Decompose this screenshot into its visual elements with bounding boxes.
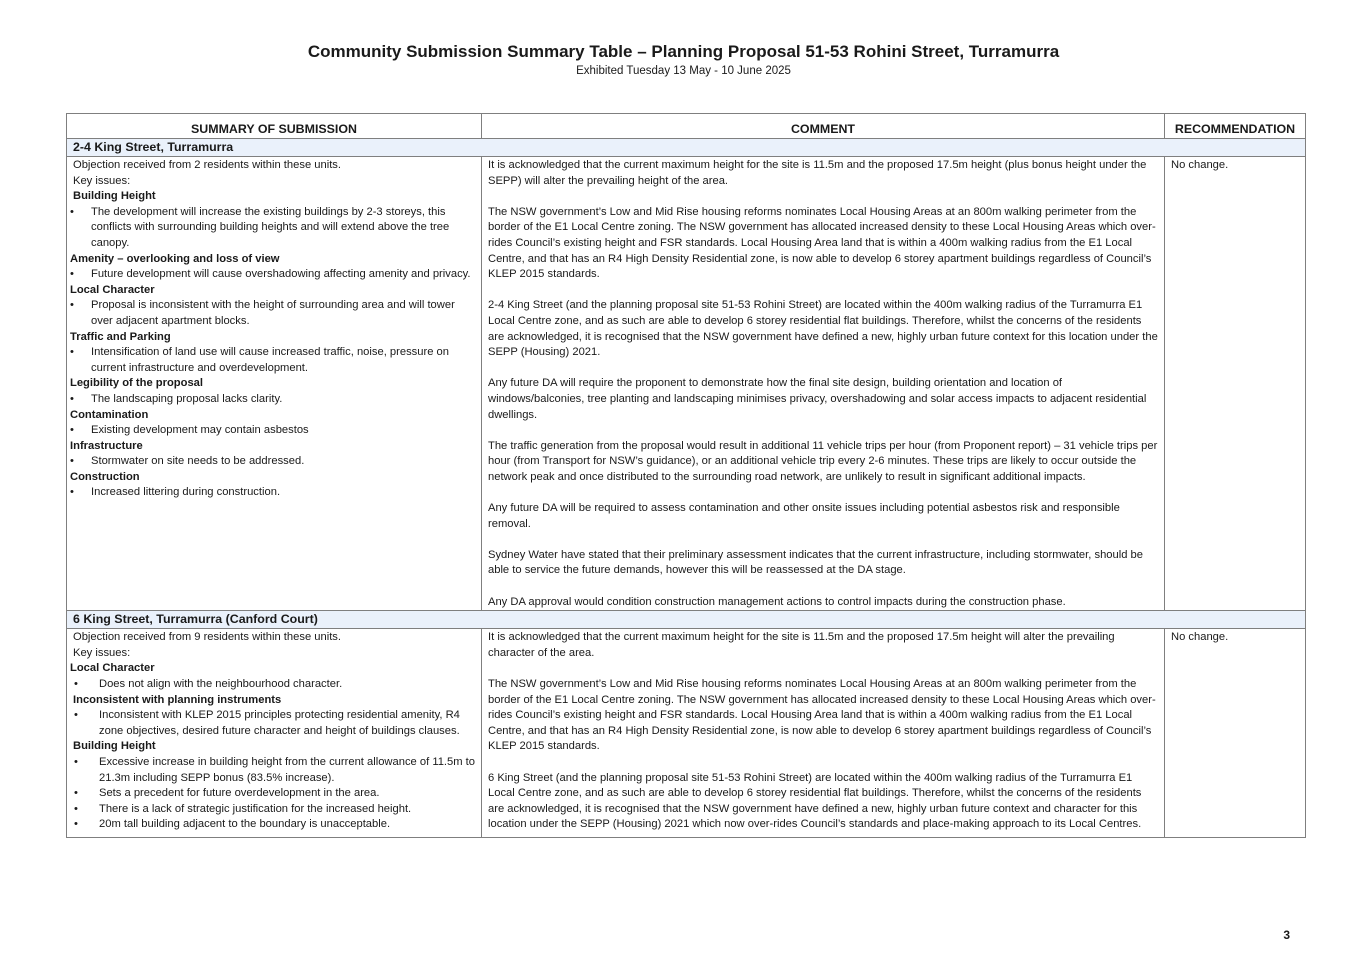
comment-paragraph: It is acknowledged that the current maximum height for the site is 11.5m and the proposed 17.5m height (plus bonus height under the SEPP) will alter the prevailing height of the area. <box>488 159 1147 187</box>
page-number: 3 <box>1283 928 1290 942</box>
comment-cell <box>482 157 1165 611</box>
column-header-comment: COMMENT <box>482 114 1165 139</box>
issue-point: • Excessive increase in building height from the current allowance of 11.5m to 21.3m including SEPP bonus (83.5% increase). <box>70 755 475 786</box>
summary-cell <box>67 629 482 838</box>
comment-paragraph: 2-4 King Street (and the planning proposal site 51-53 Rohini Street) are located within the 400m walking radius of the Turramurra E1 Local Centre zone, and as such are able to develop 6 storey residential flat buildings. Therefore, whilst the concerns of the residents are acknowledged, it is recognised that the NSW government have defined a new, highly urban future context for this location under the SEPP (Housing) 2021. <box>488 299 1158 359</box>
recommendation-cell: No change. <box>1165 157 1306 611</box>
section-title: 2-4 King Street, Turramurra <box>67 139 1306 157</box>
page-title: Community Submission Summary Table – Planning Proposal 51-53 Rohini Street, Turramurra <box>307 42 1060 61</box>
issue-point: • Future development will cause overshadowing affecting amenity and privacy. <box>70 267 475 283</box>
issue-heading: Traffic and Parking <box>70 330 171 343</box>
issue-point: • 20m tall building adjacent to the boundary is unacceptable. <box>70 817 475 833</box>
issue-list <box>70 205 475 252</box>
comment-paragraph: It is acknowledged that the current maximum height for the site is 11.5m and the proposed 17.5m height will alter the prevailing character of the area. <box>488 631 1115 659</box>
key-issues-label: Key issues: <box>73 646 131 659</box>
issue-heading: Construction <box>70 470 140 483</box>
issue-list <box>70 485 475 501</box>
submission-intro: Objection received from 9 residents within these units. <box>73 631 342 644</box>
submission-summary-table <box>66 113 1306 838</box>
comment-cell <box>482 629 1165 838</box>
key-issues-label: Key issues: <box>73 174 131 187</box>
section-header-row <box>67 611 1306 629</box>
issue-point: • The development will increase the existing buildings by 2-3 storeys, this conflicts with surrounding building heights and will extend above the tree canopy. <box>70 205 475 252</box>
issue-heading: Local Character <box>70 662 155 675</box>
issue-heading: Building Height <box>73 740 156 753</box>
comment-paragraph: Any future DA will require the proponent to demonstrate how the final site design, building orientation and location of windows/balconies, tree planting and landscaping minimises privacy, overshadowing and solar access impacts to adjacent residential dwellings. <box>488 377 1147 421</box>
comment-paragraph: 6 King Street (and the planning proposal site 51-53 Rohini Street) are located within the 400m walking radius of the Turramurra E1 Local Centre zone, and as such are able to develop 6 storey residential flat buildings. Therefore, whilst the concerns of the residents are acknowledged, it is recognised that the NSW government have defined a new, highly urban future context and character for this location under the SEPP (Housing) 2021 which now over-rides Council’s standards and place-making approach to its Local Centres. <box>488 771 1142 831</box>
issue-heading: Infrastructure <box>70 439 143 452</box>
issue-point: • Stormwater on site needs to be addressed. <box>70 454 475 470</box>
issue-point: • Existing development may contain asbestos <box>70 423 475 439</box>
issue-point: • There is a lack of strategic justification for the increased height. <box>70 802 475 818</box>
summary-cell <box>67 157 482 611</box>
issue-heading: Amenity – overlooking and loss of view <box>70 252 280 265</box>
issue-heading: Contamination <box>70 408 149 421</box>
issue-list <box>70 755 475 833</box>
comment-paragraph: The NSW government’s Low and Mid Rise housing reforms nominates Local Housing Areas at an 800m walking perimeter from the border of the E1 Local Centre zoning. The NSW government has allocated increased density to these Local Housing Areas which over-rides Council’s existing height and FSR standards. Local Housing Area land that is within a 400m walking radius from the E1 Local Centre, and that has an R4 High Density Residential zone, is now able to develop 6 storey apartment buildings regardless of Council’s KLEP 2015 standards. <box>488 678 1156 753</box>
page-subtitle: Exhibited Tuesday 13 May - 10 June 2025 <box>576 65 791 77</box>
comment-paragraph: Sydney Water have stated that their preliminary assessment indicates that the current infrastructure, including stormwater, should be able to service the future demands, however this will be reassessed at the DA stage. <box>488 548 1143 577</box>
issue-heading: Local Character <box>70 283 155 296</box>
comment-paragraph: The traffic generation from the proposal would result in additional 11 vehicle trips per hour (from Proponent report) – 31 vehicle trips per hour (from Transport for NSW’s guidance), or an additional vehicle trip every 2-6 minutes. These trips are likely to occur outside the network peak and once distributed to the surrounding road network, are unlikely to result in significant additional impacts. <box>488 439 1158 483</box>
issue-list <box>70 677 475 693</box>
table-row <box>67 629 1306 838</box>
issue-point: • Inconsistent with KLEP 2015 principles protecting residential amenity, R4 zone objectives, desired future character and height of buildings clauses. <box>70 708 475 739</box>
issue-point: • Proposal is inconsistent with the height of surrounding area and will tower over adjacent apartment blocks. <box>70 298 475 329</box>
issue-list <box>70 423 475 439</box>
section-title: 6 King Street, Turramurra (Canford Court) <box>67 611 1306 629</box>
comment-paragraph: Any DA approval would condition construction management actions to control impacts during the construction phase. <box>488 595 1066 608</box>
column-header-recommendation: RECOMMENDATION <box>1165 114 1306 139</box>
section-header-row <box>67 139 1306 157</box>
issue-point: • Does not align with the neighbourhood character. <box>70 677 475 693</box>
recommendation-cell: No change. <box>1165 629 1306 838</box>
issue-list <box>70 298 475 329</box>
issue-list <box>70 345 475 376</box>
issue-heading: Inconsistent with planning instruments <box>73 693 282 706</box>
column-header-summary: SUMMARY OF SUBMISSION <box>67 114 482 139</box>
submission-intro: Objection received from 2 residents within these units. <box>73 159 342 171</box>
issue-list <box>70 708 475 739</box>
table-row <box>67 157 1306 611</box>
table-header-row <box>67 114 1306 139</box>
issue-heading: Legibility of the proposal <box>70 377 204 390</box>
comment-paragraph: Any future DA will be required to assess contamination and other onsite issues including potential asbestos risk and responsible removal. <box>488 502 1120 530</box>
issue-heading: Building Height <box>73 190 156 203</box>
issue-point: • Intensification of land use will cause increased traffic, noise, pressure on current infrastructure and overdevelopment. <box>70 345 475 376</box>
issue-point: • Increased littering during construction. <box>70 485 475 501</box>
issue-list <box>70 454 475 470</box>
comment-paragraph: The NSW government’s Low and Mid Rise housing reforms nominates Local Housing Areas at an 800m walking perimeter from the border of the E1 Local Centre zoning. The NSW government has allocated increased density to these Local Housing Areas which over-rides Council’s existing height and FSR standards. Local Housing Area land that is within a 400m walking radius from the E1 Local Centre, and that has an R4 High Density Residential zone, is now able to develop 6 storey apartment buildings regardless of Council’s KLEP 2015 standards. <box>488 205 1156 281</box>
issue-list <box>70 392 475 408</box>
issue-list <box>70 267 475 283</box>
issue-point: • Sets a precedent for future overdevelopment in the area. <box>70 786 475 802</box>
issue-point: • The landscaping proposal lacks clarity. <box>70 392 475 408</box>
